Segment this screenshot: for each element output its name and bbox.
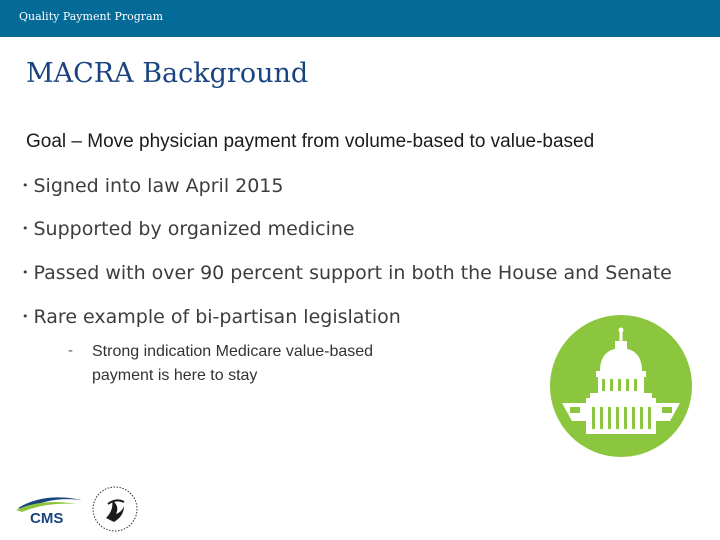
sub-bullet-dash: - [68,343,74,359]
bullet-text: Passed with over 90 percent support in both the House and Senate [33,262,672,284]
goal-statement: Goal – Move physician payment from volume-based to value-based [26,131,595,152]
capitol-icon [550,315,692,457]
slide-title: MACRA Background [26,58,309,89]
bullet-item [22,306,401,328]
sub-bullet-text: Strong indication Medicare value-based payment is here to stay [92,343,374,384]
header-bar [0,0,720,37]
bullet-dot: • [22,266,29,279]
bullet-dot: • [22,179,29,192]
program-name: Quality Payment Program [19,10,164,23]
bullet-dot: • [22,310,29,323]
bullet-item [22,175,284,197]
bullet-text: Signed into law April 2015 [33,175,284,197]
bullet-text: Rare example of bi-partisan legislation [33,306,401,328]
bullet-dot: • [22,222,29,235]
bullet-item [22,262,672,284]
hhs-logo [90,484,140,534]
bullet-item [22,218,355,240]
cms-logo [14,490,86,528]
bullet-text: Supported by organized medicine [33,218,355,240]
cms-logo-text: CMS [30,510,64,527]
